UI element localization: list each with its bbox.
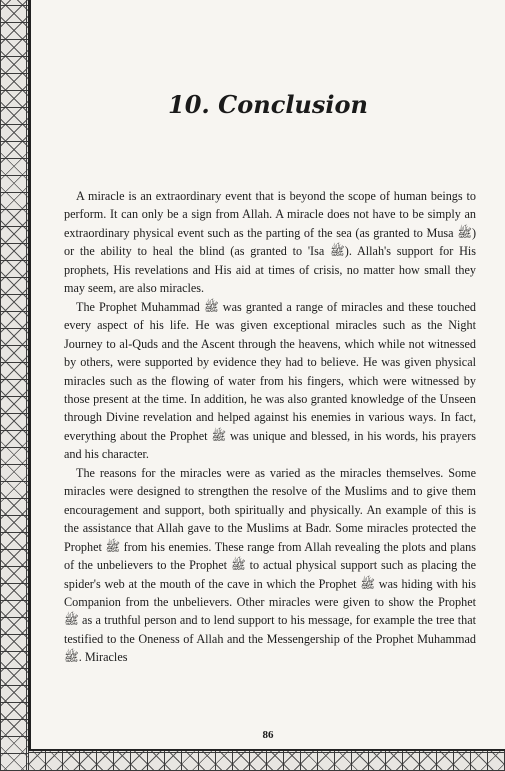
body-text <box>64 187 476 667</box>
paragraph-2: The Prophet Muhammad ﷺ was granted a range of miracles and these touched every aspect of his life. He was given exceptional miracles such as the Night Journey to al-Quds and the Ascent through the heavens, which while not witnessed by others, were supported by evidence they had to believe. He was given physical miracles such as the flowing of water from his fingers, which were witnessed by those present at the time. In addition, he was also granted knowledge of the Unseen through Divine revelation and helped against his enemies in various ways. In fact, everything about the Prophet ﷺ was unique and blessed, in his words, his prayers and his character. <box>64 299 477 462</box>
chapter-title: 10. Conclusion <box>168 90 368 119</box>
border-rule-bottom <box>28 749 505 751</box>
ornamental-border-left <box>0 0 28 771</box>
paragraph-3: The reasons for the miracles were as varied as the miracles themselves. Some miracles were designed to strengthen the resolve of the Muslims and to give them encouragement and support, both spiritually and physically. An example of this is the assistance that Allah gave to the Muslims at Badr. Some miracles protected the Prophet ﷺ from his enemies. These range from Allah revealing the plots and plans of the unbelievers to the Prophet ﷺ to actual physical support such as placing the spider's web at the mouth of the cave in which the Prophet ﷺ was hiding with his Companion from the unbelievers. Other miracles were given to show the Prophet ﷺ as a truthful person and to lend support to his message, for example the tree that testified to the Oneness of Allah and the Messengership of the Prophet Muhammad ﷺ. Miracles <box>64 465 476 665</box>
page-number: 86 <box>262 729 274 741</box>
ornamental-border-bottom <box>28 751 505 771</box>
paragraph-1: A miracle is an extraordinary event that is beyond the scope of human beings to perform. It can only be a sign from Allah. A miracle does not have to be simply an extraordinary physical event such as the parting of the sea (as granted to Musa ﷺ) or the ability to heal the blind (as granted to 'Isa ﷺ). Allah's support for His prophets, His revelations and His aid at times of crisis, no matter how small they may seem, are also miracles. <box>64 189 477 296</box>
